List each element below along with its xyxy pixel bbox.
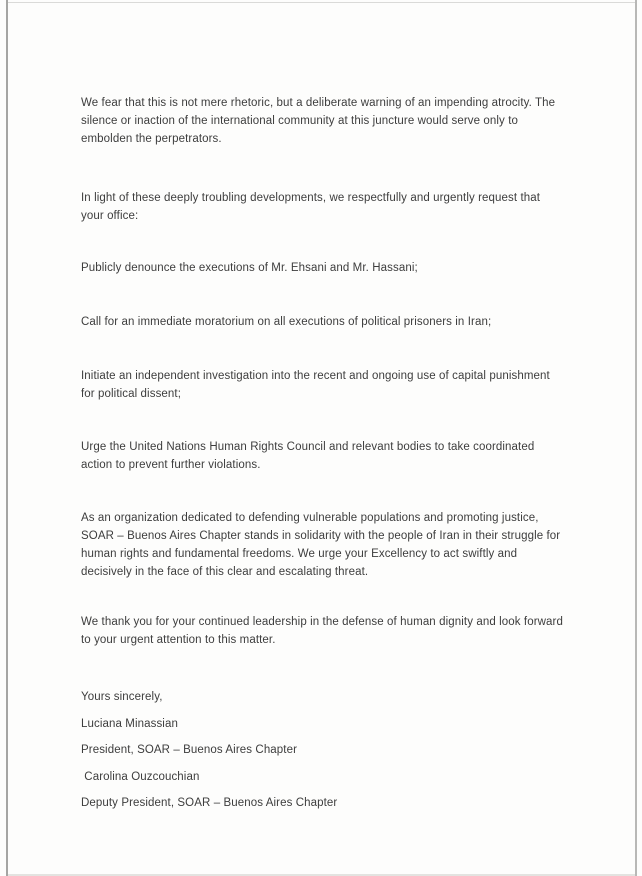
letter-paragraph: In light of these deeply troubling developments, we respectfully and urgently request that your office:	[81, 192, 544, 222]
letter-request-item: Urge the United Nations Human Rights Council and relevant bodies to take coordinated action to prevent further violations.	[81, 441, 538, 471]
page-border-left	[6, 0, 8, 876]
page-border-top	[8, 2, 635, 3]
letter-request-item: Initiate an independent investigation into the recent and ongoing use of capital punishment for political dissent;	[81, 370, 554, 400]
page-border-right	[635, 0, 637, 876]
letter-body	[81, 94, 567, 812]
letter-paragraph: As an organization dedicated to defending vulnerable populations and promoting justice, SOAR – Buenos Aires Chapter stands in solidarity with the people of Iran in their struggle for human rights and fundamental freedoms. We urge your Excellency to act swiftly and decisively in the face of this clear and escalating threat.	[81, 512, 564, 578]
letter-request-item: Publicly denounce the executions of Mr. Ehsani and Mr. Hassani;	[81, 262, 418, 274]
letter-paragraph: We thank you for your continued leadership in the defense of human dignity and look forward to your urgent attention to this matter.	[81, 616, 567, 646]
letter-paragraph: We fear that this is not mere rhetoric, but a deliberate warning of an impending atrocity. The silence or inaction of the international community at this juncture would serve only to embolden the perpetrators.	[81, 97, 559, 145]
letter-request-item: Call for an immediate moratorium on all executions of political prisoners in Iran;	[81, 316, 492, 328]
signatory-name: Luciana Minassian	[81, 718, 178, 730]
signatory-title: President, SOAR – Buenos Aires Chapter	[81, 744, 298, 756]
signatory-name: Carolina Ouzcouchian	[81, 771, 200, 783]
valediction: Yours sincerely,	[81, 691, 163, 703]
signatory-title: Deputy President, SOAR – Buenos Aires Chapter	[81, 797, 338, 809]
